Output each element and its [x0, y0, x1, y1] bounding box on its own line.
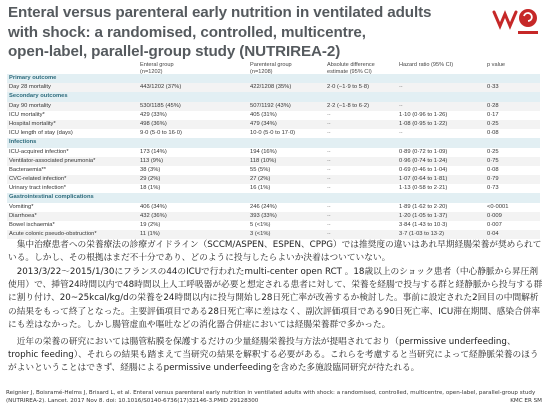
- row-label: Bowel ischaemia*: [9, 222, 55, 228]
- table-cell: 0·007: [487, 222, 502, 228]
- table-cell: ··: [327, 166, 331, 173]
- table-cell: 1·10 (0·96 to 1·26): [399, 111, 448, 118]
- table-section-header: [7, 92, 540, 101]
- table-cell: ··: [399, 102, 403, 109]
- table-row: [7, 212, 540, 221]
- summary-paragraph-3: 近年の栄養の研究においては腸管粘膜を保護するだけの少量経腸栄養投与方法が提唱されており（permissive underfeeding、trophic feeding）、それらの結果も踏まえて当研究の結果を解釈する必要がある。これらを考慮すると当研究によって経静脈栄養のほうがよいということはできず、経腸によるpermissive underfeedingを含めた多施設臨同研究が待たれる。: [8, 337, 539, 374]
- table-cell: ··: [399, 84, 403, 91]
- table-cell: 530/1185 (45%): [140, 102, 181, 109]
- row-label: Secondary outcomes: [9, 93, 68, 100]
- row-label: Vomiting*: [9, 203, 34, 210]
- table-cell: 0·73: [487, 185, 499, 192]
- table-cell: 1·08 (0·95 to 1·22): [399, 120, 448, 127]
- title-line: with shock: a randomised, controlled, multicentre,: [8, 23, 366, 41]
- table-cell: 10·0 (5·0 to 17·0): [250, 130, 296, 137]
- summary-paragraph-2: 2013/3/22〜2015/1/30にフランスの44のICUで行われたmulti-center open RCT 。18歳以上のショック患者（中心静脈から昇圧剤使用）で、挿管24時間以内で48時間以上人工呼吸器が必要と想定される患者に対して、栄養を経腸で投与する群と経静脈から投与する群に割り付け、20~25kcal/kg/dの栄養を24時間以内に投与開始し28日死亡率が改善するか検討した。事前に設定された2回目の中間解析の結果をもって終了となった。主要評価項目である28日死亡率に差はなく、副次評価項目である90日死亡率、ICU滞在期間、感染合併率にも差はなかった。しかし腸管虚血や嘔吐などの消化器合併症においては経腸栄養群で多かった。: [8, 267, 543, 330]
- table-cell: 429 (33%): [140, 111, 167, 118]
- column-header: Parenteral group (n=1208): [250, 62, 292, 75]
- table-cell: 0·69 (0·46 to 1·04): [399, 166, 448, 173]
- row-label: Diarrhoea*: [9, 212, 37, 219]
- table-cell: ··: [327, 120, 331, 127]
- table-cell: 3·7 (1·03 to 13·2): [399, 231, 445, 238]
- table-section-header: [7, 138, 540, 147]
- table-cell: 0·08: [487, 166, 499, 173]
- table-cell: ··: [399, 130, 403, 137]
- column-header: p value: [487, 62, 506, 68]
- table-cell: 194 (16%): [250, 148, 277, 155]
- table-cell: 11 (1%): [140, 231, 160, 238]
- table-cell: 0·08: [487, 130, 499, 137]
- table-cell: 2·0 (−1·9 to 5·8): [327, 84, 370, 91]
- table-cell: 2·2 (−1·8 to 6·2): [327, 102, 370, 109]
- table-row: [7, 184, 540, 193]
- table-cell: 0·04: [487, 231, 499, 238]
- credit-label: KMC ER SM: [510, 398, 542, 404]
- table-cell: ··: [327, 130, 331, 137]
- table-cell: 1·07 (0·64 to 1·81): [399, 176, 448, 183]
- table-cell: 0·28: [487, 102, 499, 109]
- table-cell: 38 (3%): [140, 166, 161, 173]
- row-label: Infections: [9, 139, 37, 146]
- table-cell: 479 (34%): [250, 120, 277, 127]
- table-row: [7, 175, 540, 184]
- table-cell: 3·84 (1·43 to 10·3): [399, 222, 448, 228]
- table-cell: ··: [327, 157, 331, 164]
- table-cell: 55 (5%): [250, 166, 271, 173]
- citation: Reignier J, Boisramé-Helms J, Brisard L, et al. Enteral versus parenteral early nutrition in ventilated adults with shock: a randomised, controlled, multicentre, open-label, parallel-group study (NUTRIREA-2). Lancet. 2017 Nov 8. doi: 10.1016/S0140-6736(17)32146-3.PMID 29128300: [6, 390, 536, 404]
- table-row: [7, 102, 540, 111]
- table-cell: 29 (2%): [140, 176, 161, 183]
- table-row: [7, 230, 540, 239]
- table-cell: ··: [327, 176, 331, 183]
- table-cell: 393 (33%): [250, 212, 277, 219]
- table-cell: 0·33: [487, 84, 499, 91]
- table-row: [7, 157, 540, 166]
- table-cell: 1·89 (1·62 to 2·20): [399, 203, 448, 210]
- table-cell: 5 (<1%): [250, 222, 271, 228]
- table-cell: 9·0 (5·0 to 16·0): [140, 130, 182, 137]
- row-label: Gastrointestinal complications: [9, 194, 94, 201]
- row-label: Bacteraemia**: [9, 166, 47, 173]
- table-cell: 1·13 (0·58 to 2·21): [399, 185, 448, 192]
- table-cell: <0·0001: [487, 203, 509, 210]
- table-cell: 113 (9%): [140, 157, 164, 164]
- table-cell: ··: [327, 111, 331, 118]
- table-cell: 3 (<1%): [250, 231, 271, 238]
- table-cell: 19 (2%): [140, 222, 161, 228]
- table-section-header: [7, 193, 540, 202]
- table-row: [7, 83, 540, 92]
- table-cell: 0·96 (0·74 to 1·24): [399, 157, 448, 164]
- table-cell: 432 (36%): [140, 212, 167, 219]
- table-cell: ··: [327, 203, 331, 210]
- table-section-header: [7, 74, 540, 83]
- table-row: [7, 203, 540, 212]
- row-label: ICU-acquired infection*: [9, 148, 69, 155]
- table-cell: ··: [327, 222, 331, 228]
- table-row: [7, 120, 540, 129]
- table-cell: 18 (1%): [140, 185, 161, 192]
- row-label: Day 90 mortality: [9, 102, 51, 109]
- table-cell: 0·75: [487, 157, 499, 164]
- table-cell: 406 (34%): [140, 203, 167, 210]
- summary-paragraph-1: 集中治療患者への栄養療法の診療ガイドライン（SCCM/ASPEN、ESPEN、CPPG）では推奨度の違いはあれ早期経腸栄養が奨められている。しかし、その根拠はまだ不十分であり、どのように投与したらよいか決着はついていない。: [8, 240, 542, 264]
- table-cell: 498 (36%): [140, 120, 167, 127]
- table-row: [7, 148, 540, 157]
- table-cell: 173 (14%): [140, 148, 167, 155]
- results-table: [7, 62, 540, 244]
- table-cell: ··: [327, 212, 331, 219]
- row-label: Acute colonic pseudo-obstruction*: [9, 231, 97, 238]
- column-header: Enteral group (n=1202): [140, 62, 174, 75]
- row-label: ICU length of stay (days): [9, 130, 73, 137]
- consort-logo-icon: [488, 4, 540, 38]
- row-label: Primary outcome: [9, 75, 57, 81]
- table-cell: 0·79: [487, 176, 499, 183]
- table-cell: 422/1208 (35%): [250, 84, 292, 91]
- table-cell: 0·25: [487, 148, 499, 155]
- row-label: ICU mortality*: [9, 111, 45, 118]
- row-label: Ventilator-associated pneumonia*: [9, 157, 96, 164]
- table-row: [7, 166, 540, 175]
- table-cell: 0·17: [487, 111, 499, 118]
- table-row: [7, 129, 540, 138]
- table-cell: 27 (2%): [250, 176, 271, 183]
- table-cell: 0·25: [487, 120, 499, 127]
- table-cell: 405 (31%): [250, 111, 277, 118]
- table-cell: 507/1192 (43%): [250, 102, 291, 109]
- table-cell: 118 (10%): [250, 157, 277, 164]
- table-row: [7, 111, 540, 120]
- table-cell: ··: [327, 148, 331, 155]
- title-line: Enteral versus parenteral early nutrition in ventilated adults: [8, 4, 432, 21]
- row-label: Day 28 mortality: [9, 84, 51, 91]
- column-header: Hazard ratio (95% CI): [399, 62, 454, 68]
- title-line: open-label, parallel-group study (NUTRIREA-2): [8, 43, 341, 60]
- table-cell: 0·009: [487, 212, 502, 219]
- row-label: Hospital mortality*: [9, 120, 56, 127]
- table-cell: 443/1202 (37%): [140, 84, 182, 91]
- table-cell: 0·89 (0·72 to 1·09): [399, 148, 448, 155]
- table-row: [7, 221, 540, 230]
- table-cell: 246 (24%): [250, 203, 277, 210]
- column-header: Absolute difference estimate (95% CI): [327, 62, 375, 75]
- table-cell: ··: [327, 231, 331, 238]
- row-label: Urinary tract infection*: [9, 185, 67, 192]
- row-label: CVC-related infection*: [9, 176, 67, 183]
- table-cell: ··: [327, 185, 331, 192]
- table-cell: 1·20 (1·05 to 1·37): [399, 212, 448, 219]
- table-cell: 16 (1%): [250, 185, 271, 192]
